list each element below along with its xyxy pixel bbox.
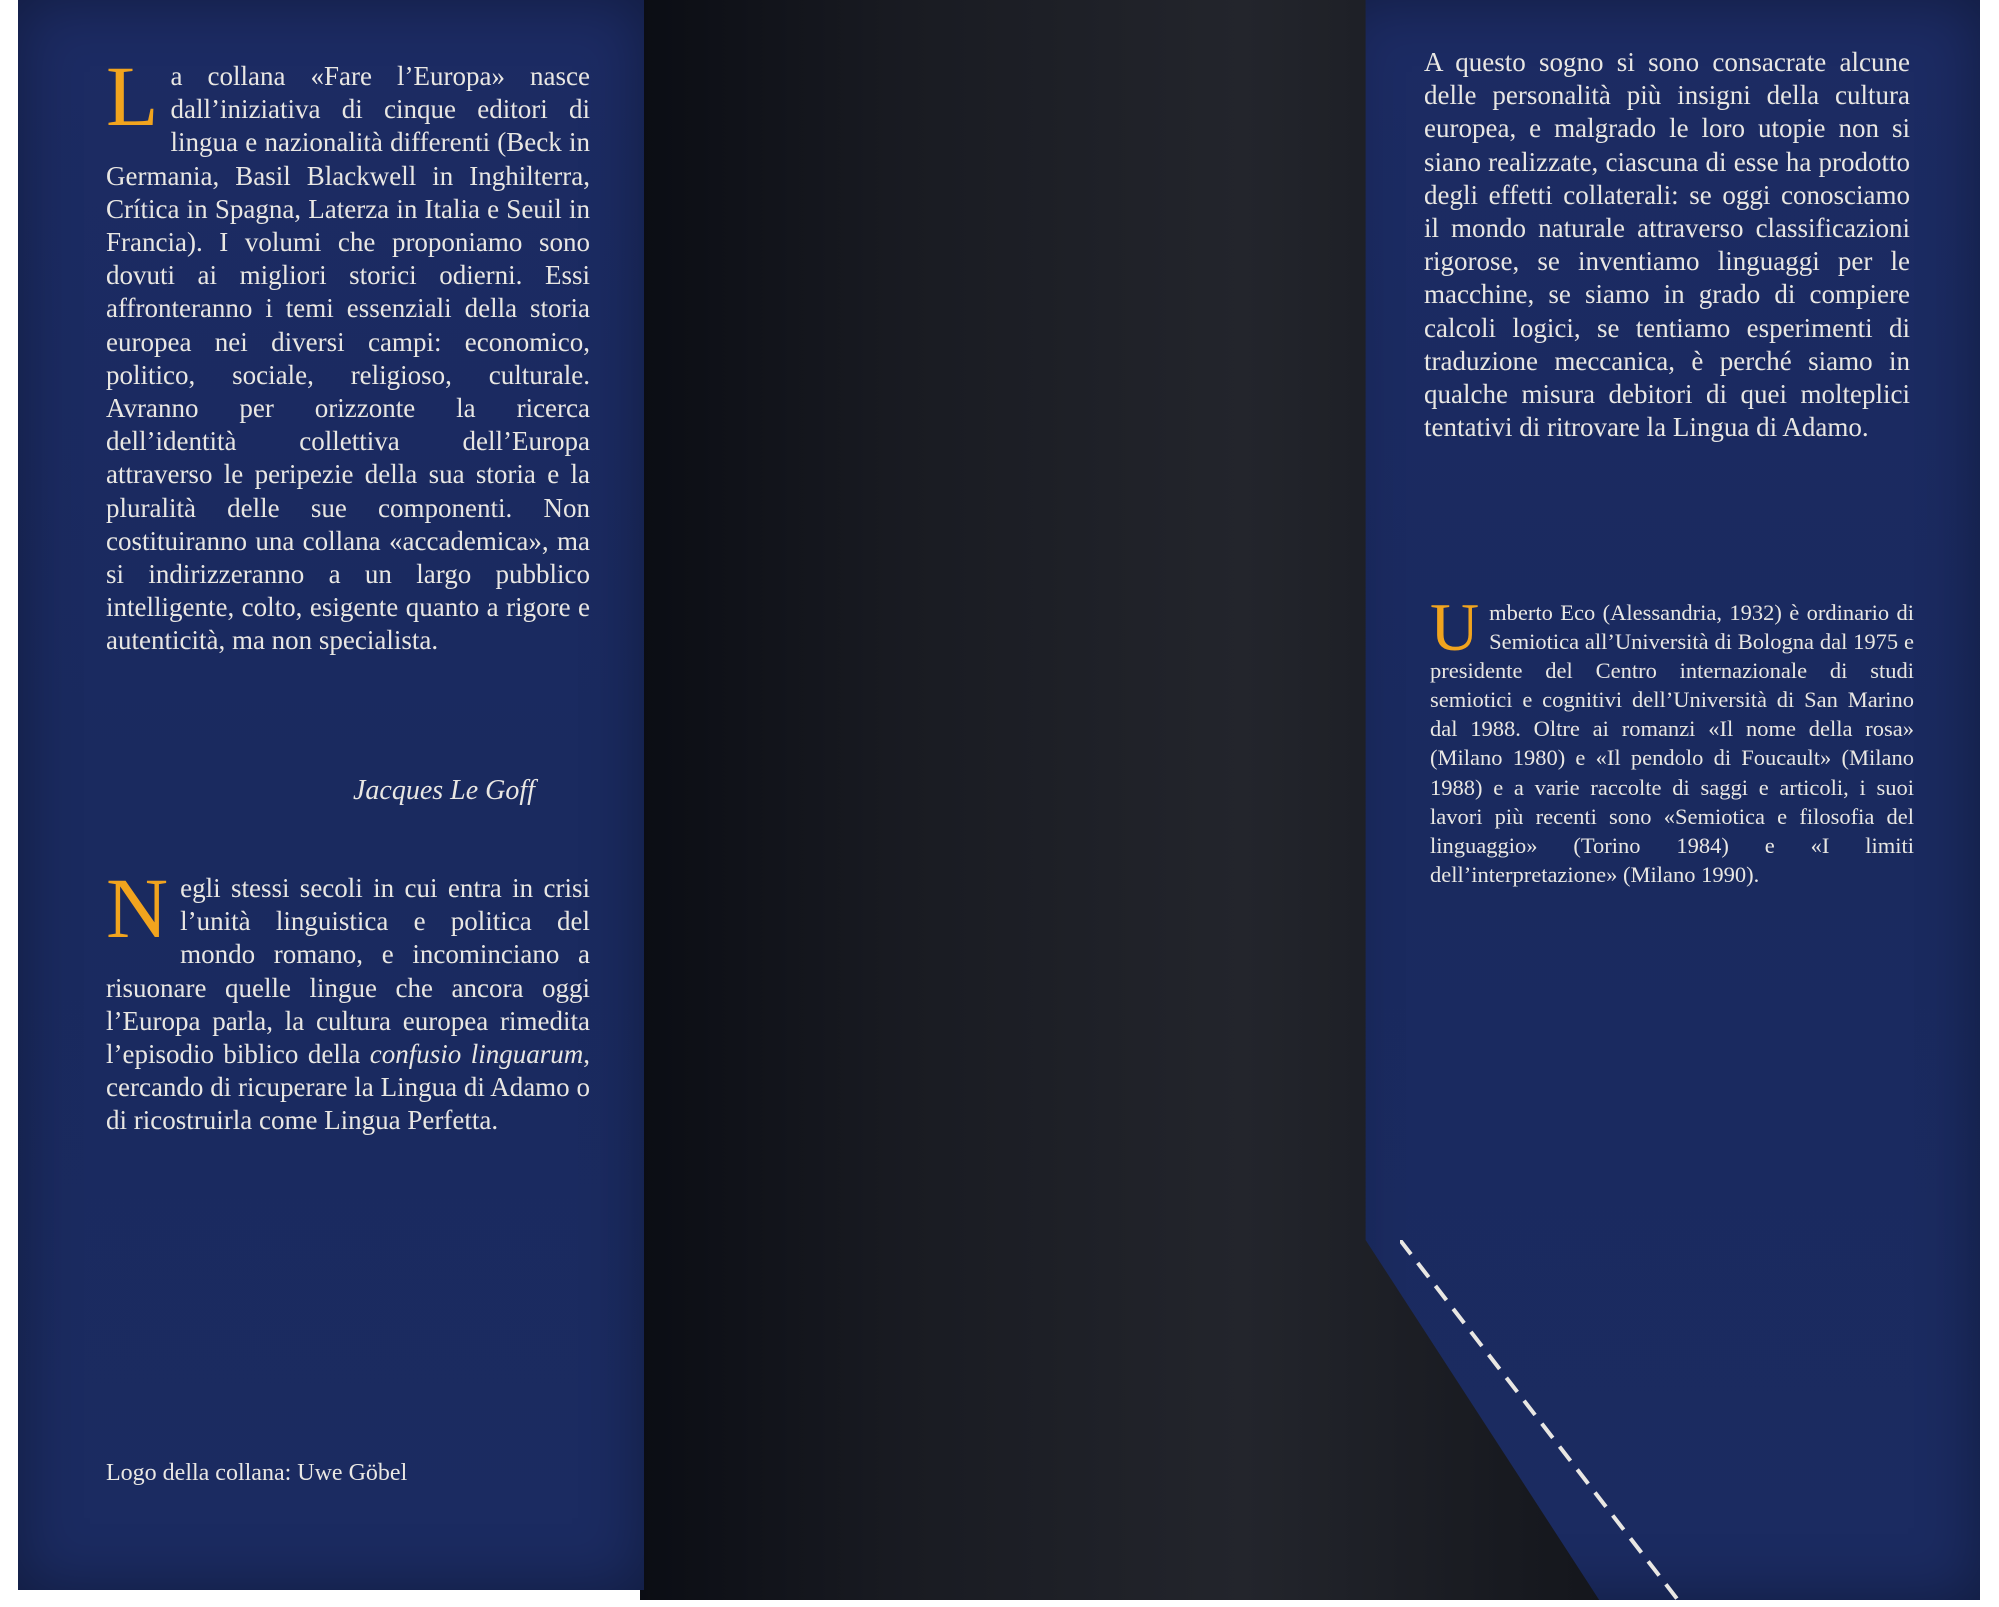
author-bio-text: mberto Eco (Alessandria, 1932) è ordinario di Semiotica all’Università di Bologna dal 1975 e presidente del Centro internazionale di studi semiotici e cognitivi dell’Università di San Marino dal 1988. Oltre ai romanzi «Il nome della rosa» (Milano 1980) e «Il pendolo di Foucault» (Milano 1988) e a varie raccolte di saggi e articoli, i suoi lavori più recenti sono «Semiotica e filosofia del linguaggio» (Torino 1984) e «I limiti dell’interpretazione» (Milano 1990). xyxy=(1430,600,1914,887)
drop-cap-n: N xyxy=(106,860,169,956)
book-description-paragraph xyxy=(106,860,590,1138)
description-text-before: egli stessi secoli in cui entra in crisi l’unità linguistica e politica del mondo romano, e incominciano a risuonare quelle lingue che ancora oggi l’Europa parla, la cultura europea rimedita l’episodio biblico della xyxy=(106,873,590,1070)
description-italic-term: confusio linguarum xyxy=(369,1039,584,1070)
description-text-after: , cercando di ricuperare la Lingua di Adamo o di ricostruirla come Lingua Perfetta. xyxy=(106,1039,590,1136)
drop-cap-u: U xyxy=(1430,589,1480,665)
left-flap xyxy=(18,0,644,1590)
signature: Jacques Le Goff xyxy=(353,775,535,806)
series-intro-text: a collana «Fare l’Europa» nasce dall’iniziativa di cinque editori di lingua e nazionalità differenti (Beck in Germania, Basil Blackwell in Inghilterra, Crítica in Spagna, Laterza in Italia e Seuil in Francia). I volumi che proponiamo sono dovuti ai migliori storici odierni. Essi affronteranno i temi essenziali della storia europea nei diversi campi: economico, politico, sociale, religioso, culturale. Avranno per orizzonte la ricerca dell’identità collettiva dell’Europa attraverso le peripezie della sua storia e la pluralità delle sue componenti. Non costituiranno una collana «accademica», ma si indirizzeranno a un largo pubblico intelligente, colto, esigente quanto a rigore e autenticità, ma non specialista. xyxy=(106,61,590,656)
drop-cap-l: L xyxy=(106,48,159,144)
description-continuation: A questo sogno si sono consacrate alcune delle personalità più insigni della cultura europea, e malgrado le loro utopie non si siano realizzate, ciascuna di esse ha prodotto degli effetti collaterali: se oggi conosciamo il mondo naturale attraverso classificazioni rigorose, se inventiamo linguaggi per le macchine, se siamo in grado di compiere calcoli logici, se tentiamo esperimenti di traduzione meccanica, è perché siamo in qualche misura debitori di quei molteplici tentativi di ritrovare la Lingua di Adamo. xyxy=(1424,47,1910,443)
author-bio-paragraph xyxy=(1430,589,1914,889)
logo-credit: Logo della collana: Uwe Göbel xyxy=(106,1460,408,1486)
series-intro-paragraph xyxy=(106,48,590,658)
